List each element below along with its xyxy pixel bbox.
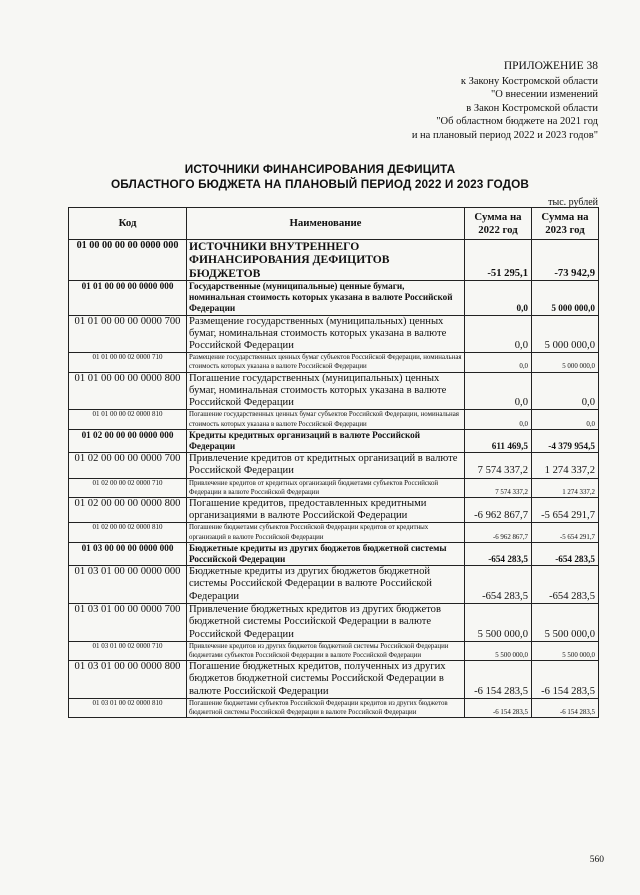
row-code: 01 00 00 00 00 0000 000 — [69, 240, 187, 281]
row-code: 01 01 00 00 00 0000 800 — [69, 372, 187, 410]
header-sum-2023: Сумма на 2023 год — [532, 208, 599, 240]
appendix-line: "О внесении изменений — [491, 89, 598, 101]
table-row — [69, 523, 599, 542]
appendix-block — [338, 60, 598, 143]
row-name: Погашение бюджетами субъектов Российской Федерации кредитов от кредитных организаций в валюте Российской Федерации — [187, 523, 465, 542]
row-sum-2022: 0,0 — [465, 410, 532, 429]
appendix-line: к Закону Костромской области — [460, 75, 598, 87]
row-sum-2023: 5 500 000,0 — [532, 641, 599, 660]
appendix-line: "Об областном бюджете на 2021 год — [436, 116, 598, 128]
appendix-line: в Закон Костромской области — [466, 102, 598, 114]
table-header-row — [69, 208, 599, 240]
table-row — [69, 353, 599, 372]
row-sum-2022: 0,0 — [465, 315, 532, 353]
row-name: Погашение государственных ценных бумаг субъектов Российской Федерации, номинальная стоимость которых указана в валюте Российской Федерации — [187, 410, 465, 429]
row-code: 01 02 00 00 00 0000 700 — [69, 453, 187, 479]
row-code: 01 01 00 00 00 0000 700 — [69, 315, 187, 353]
row-sum-2023: 1 274 337,2 — [532, 478, 599, 497]
page-number: 560 — [589, 855, 604, 865]
row-sum-2022: -654 283,5 — [465, 566, 532, 604]
table-row — [69, 661, 599, 699]
table-row — [69, 566, 599, 604]
row-name: Погашение бюджетами субъектов Российской Федерации кредитов из других бюджетов бюджетной системы Российской Федерации в валюте Российской Федерации — [187, 698, 465, 717]
row-sum-2022: 5 500 000,0 — [465, 641, 532, 660]
table-row — [69, 410, 599, 429]
row-sum-2022: 0,0 — [465, 372, 532, 410]
table-row — [69, 240, 599, 281]
row-code: 01 02 00 00 00 0000 800 — [69, 497, 187, 523]
row-sum-2023: -6 154 283,5 — [532, 661, 599, 699]
table-row — [69, 603, 599, 641]
row-code: 01 01 00 00 00 0000 000 — [69, 280, 187, 315]
row-name: Кредиты кредитных организаций в валюте Российской Федерации — [187, 429, 465, 452]
row-name: Привлечение кредитов из других бюджетов бюджетной системы Российской Федерации бюджетами субъектов Российской Федерации в валюте Российской Федерации — [187, 641, 465, 660]
row-sum-2022: -51 295,1 — [465, 240, 532, 281]
row-sum-2022: -6 962 867,7 — [465, 497, 532, 523]
row-code: 01 02 00 00 00 0000 000 — [69, 429, 187, 452]
row-sum-2023: 0,0 — [532, 372, 599, 410]
row-sum-2023: 5 000 000,0 — [532, 315, 599, 353]
row-sum-2023: 0,0 — [532, 410, 599, 429]
table-row — [69, 542, 599, 565]
row-sum-2023: -73 942,9 — [532, 240, 599, 281]
appendix-title: ПРИЛОЖЕНИЕ 38 — [503, 60, 598, 72]
row-code: 01 02 00 00 02 0000 810 — [69, 523, 187, 542]
row-sum-2022: 0,0 — [465, 353, 532, 372]
header-sum-2022: Сумма на 2022 год — [465, 208, 532, 240]
row-name: ИСТОЧНИКИ ВНУТРЕННЕГО ФИНАНСИРОВАНИЯ ДЕФИЦИТОВ БЮДЖЕТОВ — [187, 240, 465, 281]
row-sum-2023: 1 274 337,2 — [532, 453, 599, 479]
table-row — [69, 698, 599, 717]
row-code: 01 03 01 00 02 0000 810 — [69, 698, 187, 717]
row-name: Бюджетные кредиты из других бюджетов бюджетной системы Российской Федерации — [187, 542, 465, 565]
table-row — [69, 280, 599, 315]
row-name: Привлечение бюджетных кредитов из других бюджетов бюджетной системы Российской Федерации в валюте Российской Федерации — [187, 603, 465, 641]
units-label: тыс. рублей — [548, 197, 598, 208]
document-title — [0, 162, 640, 192]
table-row — [69, 429, 599, 452]
row-sum-2022: -654 283,5 — [465, 542, 532, 565]
row-name: Погашение государственных (муниципальных) ценных бумаг, номинальная стоимость которых указана в валюте Российской Федерации — [187, 372, 465, 410]
row-sum-2022: 611 469,5 — [465, 429, 532, 452]
row-name: Государственные (муниципальные) ценные бумаги, номинальная стоимость которых указана в валюте Российской Федерации — [187, 280, 465, 315]
table-row — [69, 641, 599, 660]
row-sum-2023: -4 379 954,5 — [532, 429, 599, 452]
row-name: Погашение кредитов, предоставленных кредитными организациями в валюте Российской Федерации — [187, 497, 465, 523]
row-name: Размещение государственных ценных бумаг субъектов Российской Федерации, номинальная стоимость которых указана в валюте Российской Федерации — [187, 353, 465, 372]
row-name: Привлечение кредитов от кредитных организаций бюджетами субъектов Российской Федерации в валюте Российской Федерации — [187, 478, 465, 497]
row-code: 01 03 01 00 00 0000 800 — [69, 661, 187, 699]
row-code: 01 03 01 00 00 0000 700 — [69, 603, 187, 641]
table-row — [69, 453, 599, 479]
row-sum-2022: 0,0 — [465, 280, 532, 315]
row-sum-2023: -6 154 283,5 — [532, 698, 599, 717]
row-code: 01 01 00 00 02 0000 710 — [69, 353, 187, 372]
row-sum-2023: -654 283,5 — [532, 566, 599, 604]
row-name: Погашение бюджетных кредитов, полученных из других бюджетов бюджетной системы Российской Федерации в валюте Российской Федерации — [187, 661, 465, 699]
appendix-line: и на плановый период 2022 и 2023 годов" — [411, 129, 598, 141]
row-sum-2023: 5 000 000,0 — [532, 353, 599, 372]
row-code: 01 03 00 00 00 0000 000 — [69, 542, 187, 565]
row-sum-2022: 5 500 000,0 — [465, 603, 532, 641]
row-sum-2022: -6 154 283,5 — [465, 698, 532, 717]
row-sum-2023: -654 283,5 — [532, 542, 599, 565]
row-sum-2023: 5 000 000,0 — [532, 280, 599, 315]
financing-sources-table — [68, 207, 599, 718]
row-sum-2022: -6 154 283,5 — [465, 661, 532, 699]
table-row — [69, 478, 599, 497]
row-sum-2022: -6 962 867,7 — [465, 523, 532, 542]
table-row — [69, 372, 599, 410]
title-line-1: ИСТОЧНИКИ ФИНАНСИРОВАНИЯ ДЕФИЦИТА — [184, 162, 456, 176]
table-row — [69, 497, 599, 523]
row-sum-2023: -5 654 291,7 — [532, 523, 599, 542]
row-code: 01 03 01 00 00 0000 000 — [69, 566, 187, 604]
row-sum-2022: 7 574 337,2 — [465, 478, 532, 497]
header-name: Наименование — [187, 208, 465, 240]
row-sum-2023: -5 654 291,7 — [532, 497, 599, 523]
row-sum-2022: 7 574 337,2 — [465, 453, 532, 479]
header-code: Код — [69, 208, 187, 240]
row-code: 01 01 00 00 02 0000 810 — [69, 410, 187, 429]
row-code: 01 03 01 00 02 0000 710 — [69, 641, 187, 660]
row-sum-2023: 5 500 000,0 — [532, 603, 599, 641]
row-name: Привлечение кредитов от кредитных организаций в валюте Российской Федерации — [187, 453, 465, 479]
row-name: Размещение государственных (муниципальных) ценных бумаг, номинальная стоимость которых указана в валюте Российской Федерации — [187, 315, 465, 353]
row-code: 01 02 00 00 02 0000 710 — [69, 478, 187, 497]
title-line-2: ОБЛАСТНОГО БЮДЖЕТА НА ПЛАНОВЫЙ ПЕРИОД 2022 И 2023 ГОДОВ — [111, 177, 529, 191]
table-row — [69, 315, 599, 353]
row-name: Бюджетные кредиты из других бюджетов бюджетной системы Российской Федерации в валюте Российской Федерации — [187, 566, 465, 604]
